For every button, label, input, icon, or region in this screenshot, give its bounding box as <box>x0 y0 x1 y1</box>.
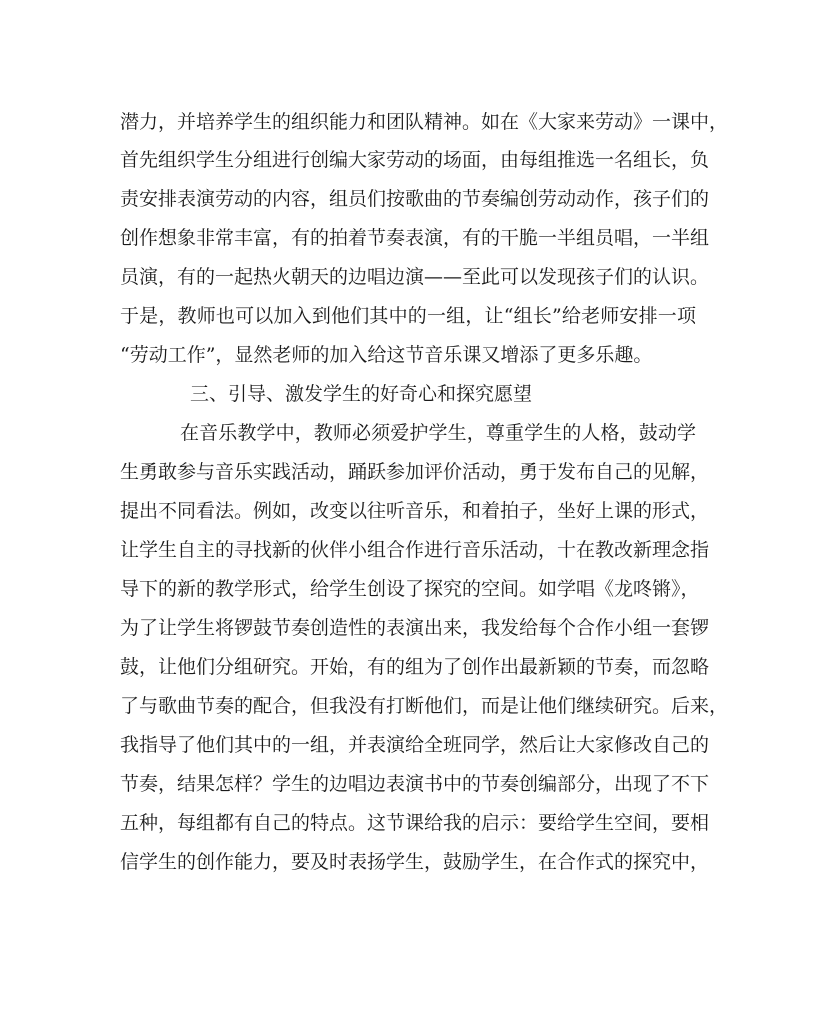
paragraph-line: 潜力，并培养学生的组织能力和团队精神。如在《大家来劳动》一课中， <box>120 111 729 133</box>
paragraph-line: 五种，每组都有自己的特点。这节课给我的启示：要给学生空间，要相 <box>120 812 710 834</box>
paragraph-line: 信学生的创作能力，要及时表扬学生，鼓励学生，在合作式的探究中， <box>120 851 710 873</box>
paragraph-line: 导下的新的教学形式，给学生创设了探究的空间。如学唱《龙咚锵》， <box>120 578 700 600</box>
paragraph-line: 生勇敢参与音乐实践活动，踊跃参加评价活动，勇于发布自己的见解， <box>120 461 710 483</box>
section-heading: 三、引导、激发学生的好奇心和探究愿望 <box>190 383 533 405</box>
paragraph-line: 首先组织学生分组进行创编大家劳动的场面，由每组推选一名组长，负 <box>120 149 710 171</box>
paragraph-line: 鼓，让他们分组研究。开始，有的组为了创作出最新颖的节奏，而忽略 <box>120 656 710 678</box>
paragraph-line: 创作想象非常丰富，有的拍着节奏表演，有的干脆一半组员唱，一半组 <box>120 227 710 249</box>
paragraph-line: 了与歌曲节奏的配合，但我没有打断他们，而是让他们继续研究。后来， <box>120 695 729 717</box>
paragraph-line: 于是，教师也可以加入到他们其中的一组，让“组长”给老师安排一项 <box>120 305 696 327</box>
paragraph-line: 为了让学生将锣鼓节奏创造性的表演出来，我发给每个合作小组一套锣 <box>120 617 710 639</box>
paragraph-line-last: “劳动工作”，显然老师的加入给这节音乐课又增添了更多乐趣。 <box>120 344 653 366</box>
paragraph-line: 员演，有的一起热火朝天的边唱边演——至此可以发现孩子们的认识。 <box>120 266 710 288</box>
paragraph-line: 提出不同看法。例如，改变以往听音乐，和着拍子，坐好上课的形式， <box>120 500 710 522</box>
paragraph-line: 责安排表演劳动的内容，组员们按歌曲的节奏编创劳动动作，孩子们的 <box>120 188 710 210</box>
paragraph-line: 节奏，结果怎样？学生的边唱边表演书中的节奏创编部分，出现了不下 <box>120 773 710 795</box>
paragraph-line: 让学生自主的寻找新的伙伴小组合作进行音乐活动，十在教改新理念指 <box>120 539 710 561</box>
paragraph-line-first: 在音乐教学中，教师必须爱护学生，尊重学生的人格，鼓动学 <box>180 422 696 444</box>
paragraph-line: 我指导了他们其中的一组，并表演给全班同学，然后让大家修改自己的 <box>120 734 710 756</box>
